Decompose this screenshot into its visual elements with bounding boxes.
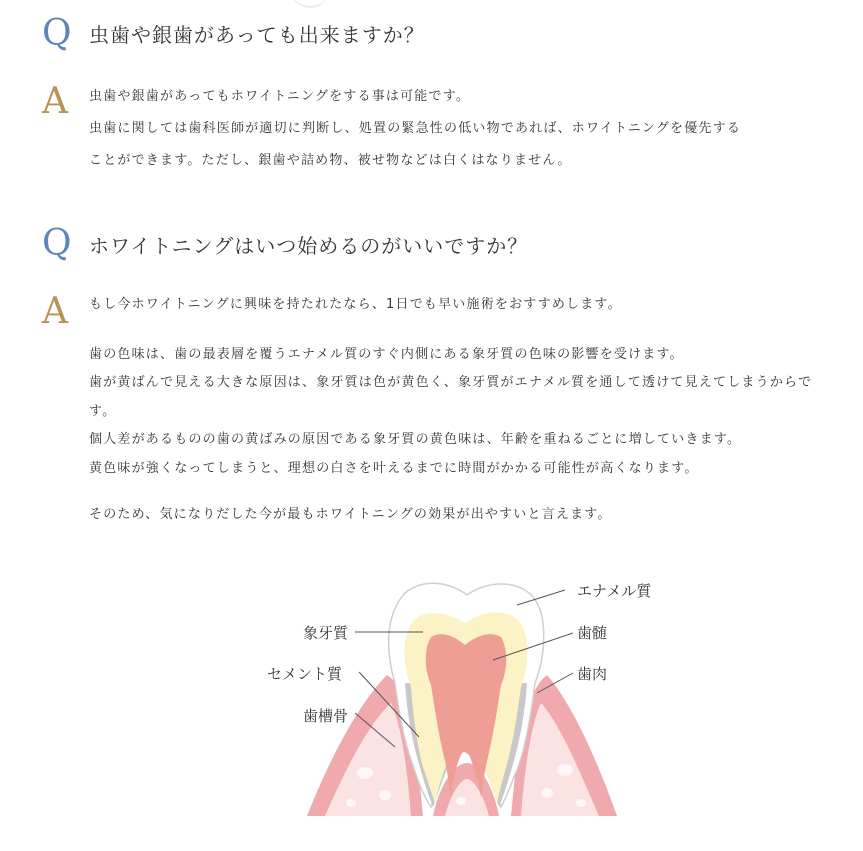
tooth-structure-diagram xyxy=(255,565,685,820)
answer-intro: もし今ホワイトニングに興味を持たれたなら、1日でも早い施術をおすすめします。 xyxy=(89,297,622,312)
answer-body xyxy=(89,81,845,177)
answer-line: 個人差があるものの歯の黄ばみの原因である象牙質の黄色味は、年齢を重ねるごとに増していきます。 xyxy=(89,432,742,447)
label-dentin: 象牙質 xyxy=(303,624,349,642)
label-pulp: 歯髄 xyxy=(577,624,608,642)
answer-line: ことができます。ただし、銀歯や詰め物、被せ物などは白くはなりません。 xyxy=(89,153,572,168)
question-heading: 虫歯や銀歯があっても出来ますか？ xyxy=(89,23,425,47)
answer-line: す。 xyxy=(89,403,117,419)
top-decoration xyxy=(290,0,330,8)
question-heading: ホワイトニングはいつ始めるのがいいですか？ xyxy=(89,234,529,258)
answer-line: 歯の色味は、歯の最表層を覆うエナメル質のすぐ内側にある象牙質の色味の影響を受けます。 xyxy=(89,346,684,362)
label-gum: 歯肉 xyxy=(577,665,608,683)
label-cementum: セメント質 xyxy=(267,665,343,683)
a-mark: A xyxy=(42,291,68,332)
label-alveolar-bone: 歯槽骨 xyxy=(303,707,349,725)
answer-line: 歯が黄ばんで見える大きな原因は、象牙質は色が黄色く、象牙質がエナメル質を通して透けて見えてしまうからで xyxy=(89,375,813,390)
answer-line: 虫歯に関しては歯科医師が適切に判断し、処置の緊急性の低い物であれば、ホワイトニングを優先する xyxy=(89,121,742,136)
label-enamel: エナメル質 xyxy=(577,582,652,600)
answer-line: 黄色味が強くなってしまうと、理想の白さを叶えるまでに時間がかかる可能性が高くなります。 xyxy=(89,460,699,476)
answer-line: 虫歯や銀歯があってもホワイトニングをする事は可能です。 xyxy=(89,89,471,104)
answer-body xyxy=(89,291,845,530)
answer-conclusion: そのため、気になりだした今が最もホワイトニングの効果が出やすいと言えます。 xyxy=(89,507,612,522)
q-mark: Q xyxy=(42,13,72,54)
q-mark: Q xyxy=(42,223,72,264)
a-mark: A xyxy=(42,81,68,122)
